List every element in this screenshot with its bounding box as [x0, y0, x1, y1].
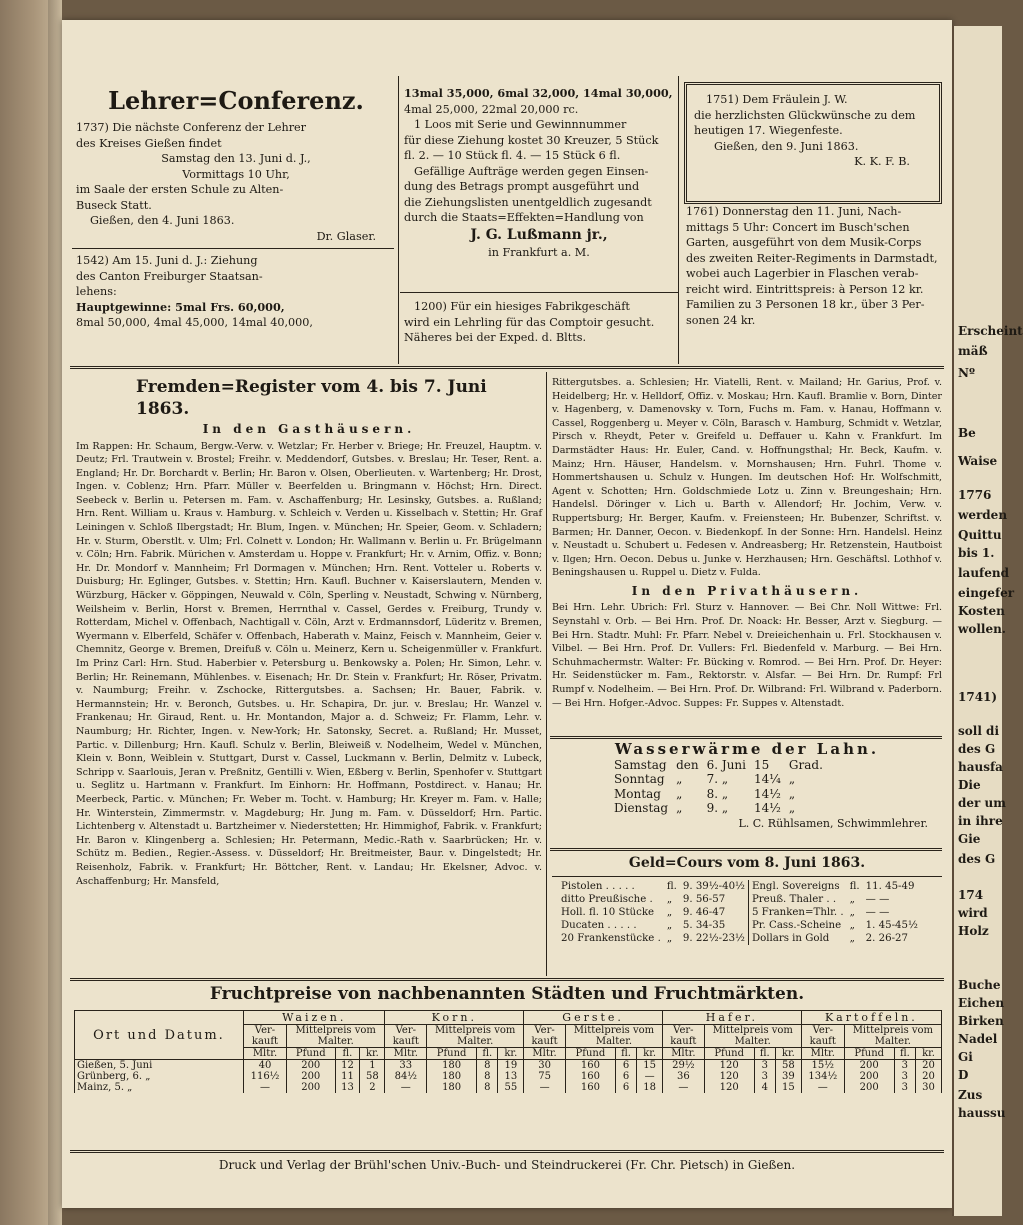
- price-cell: 18: [637, 1082, 663, 1093]
- price-cell: 55: [498, 1082, 524, 1093]
- concert-line-1: 1761) Donnerstag den 11. Juni, Nach-: [686, 205, 902, 218]
- wasser-day: Samstag: [614, 757, 667, 772]
- geld-cell: „: [849, 933, 855, 944]
- glueckwunsch-line-5: K. K. F. B.: [854, 155, 910, 168]
- lotterie-line-2: des Canton Freiburger Staatsan-: [76, 269, 263, 283]
- price-cell: 160: [565, 1082, 615, 1093]
- concert-line-6: reicht wird. Eintrittspreis: à Person 12 kr.: [686, 282, 924, 296]
- price-cell: —: [244, 1082, 287, 1093]
- adjacent-page-fragment: Birken: [958, 1014, 1004, 1028]
- geld-table: [558, 880, 921, 945]
- geld-cell: Holl. fl. 10 Stücke: [561, 907, 655, 918]
- wasser-section: [552, 742, 942, 831]
- geld-cell: 11. 45-49: [865, 881, 915, 892]
- price-cell: 19: [498, 1060, 524, 1072]
- adjacent-page-fragment: 1776: [958, 488, 992, 502]
- lehrer-title: Lehrer=Conferenz.: [108, 86, 364, 115]
- adjacent-page-fragment: wird: [958, 906, 988, 920]
- section-rule: [550, 736, 942, 739]
- price-cell: 20: [916, 1071, 942, 1082]
- divider: [400, 292, 678, 293]
- column-rule: [678, 76, 679, 364]
- geld-cell: „: [849, 920, 855, 931]
- geld-cell: Ducaten . . . . .: [561, 920, 637, 931]
- geld-cell: 2. 26-27: [865, 933, 908, 944]
- concert-notice: [686, 204, 942, 328]
- geld-title: Geld=Cours vom 8. Juni 1863.: [628, 855, 866, 871]
- price-cell: 75: [524, 1071, 566, 1082]
- price-cell: 15½: [801, 1060, 844, 1072]
- lotterie-line-1: 1542) Am 15. Juni d. J.: Ziehung: [76, 254, 258, 267]
- register-private-text: Bei Hrn. Lehr. Ubrich: Frl. Sturz v. Hannover. — Bei Chr. Noll Wittwe: Frl. Seynstahl v. Orb. — Bei Hrn. Prof. Dr. Noack: Hr. Besser, Arzt v. Siegburg. — Bei Hrn. Stadtr. Muhl: Fr. Pfarr. Nebel v. Dreieichenhain u. Frl. Stockhausen v. Vilbel. — Bei Hrn. Prof. Dr. Vullers: Frl. Biedenfeld v. Marburg. — Bei Hrn. Schuhmachermstr. Walter: Fr. Bücking v. Romrod. — Bei Hrn. Prof. Dr. Heyer: Hr. Seidenstücker m. Fam., Rektorstr. v. Alsfar. — Bei Hrn. Dr. Rumpf: Frl Rumpf v. Nodelheim. — Bei Hrn. Prof. Dr. Wilbrand: Frl. Wilbrand v. Paderborn. — Bei Hrn. Hofger.-Advoc. Suppes: Fr. Suppes v. Altenstadt.: [552, 602, 942, 709]
- price-cell: 8: [477, 1082, 498, 1093]
- lotterie2-place: in Frankfurt a. M.: [488, 245, 590, 259]
- concert-line-3: Garten, ausgeführt von dem Musik-Corps: [686, 236, 922, 249]
- geld-cell: 9. 22½-23½: [680, 932, 749, 945]
- price-cell: 36: [663, 1071, 705, 1082]
- unit-header: Mltr.: [524, 1048, 566, 1060]
- lotterie-notice: [76, 253, 396, 331]
- price-cell: 180: [427, 1071, 477, 1082]
- frucht-body: [75, 1060, 942, 1094]
- price-cell: 6: [615, 1060, 636, 1072]
- wasser-row: [610, 801, 827, 816]
- frucht-table: [74, 1010, 942, 1093]
- geld-row: [558, 932, 921, 945]
- wasser-table: [610, 758, 827, 816]
- unit-header: fl.: [615, 1048, 636, 1060]
- wasser-unit: Grad.: [788, 757, 823, 772]
- adjacent-page-fragment: werden: [958, 508, 1008, 522]
- mittelpreis-header: Mittelpreis vom Malter.: [286, 1025, 384, 1048]
- price-cell: 3: [894, 1082, 915, 1093]
- geld-cell: fl.: [849, 881, 860, 892]
- adjacent-page-fragment: Nº: [958, 366, 975, 380]
- unit-header: Pfund: [286, 1048, 335, 1060]
- price-cell: 39: [776, 1071, 802, 1082]
- wasser-unit: „: [788, 801, 796, 815]
- price-cell: 180: [427, 1082, 477, 1093]
- lehrling-notice: [404, 299, 674, 346]
- glueckwunsch-line-3: heutigen 17. Wiegenfeste.: [694, 124, 843, 137]
- unit-header: kr.: [776, 1048, 802, 1060]
- verkauft-header: Ver-kauft: [524, 1025, 566, 1048]
- frucht-row: [75, 1071, 942, 1082]
- register-right-text: Rittergutsbes. a. Schlesien; Hr. Viatelli, Rent. v. Mailand; Hr. Garius, Prof. v. Heidelberg; Hr. v. Helldorf, Offiz. v. Moskau; Hrn. Kaufl. Bramlie v. Born, Dinter v. Hagenberg, v. Damenovsky v. Torn, Fuchs m. Fam. v. Hanau, Hoffmann v. Cassel, Roggenberg u. Meyer v. Cöln, Barasch v. Hamburg, Schmidt v. Wetzlar, Pirsch v. Rheydt, Peter v. Greifeld u. Deffauer u. Kahn v. Frankfurt. Im Darmstädter Haus: Hr. Euler, Cand. v. Hoffnungsthal; Hr. Beck, Kaufm. v. Mainz; Hrn. Häuser, Handelsm. v. Mornshausen; Hrn. Fuhrl. Thome v. Hommertshausen u. Schulz v. Hungen. Im deutschen Hof: Hr. Wolfschmitt, Agent v. Schotten; Hrn. Goldschmiede Lotz u. Zinn v. Breungeshain; Hrn. Handelsl. Döringer v. Lich u. Barth v. Allendorf; Hr. Jochim, Verw. v. Ruppertsburg; Hr. Berger, Kaufm. v. Freiensteen; Hr. Bubenzer, Schriftst. v. Barmen; Hr. Danner, Oecon. v. Biedenkopf. In der Sonne: Hrn. Handelsl. Heinz v. Neustadt u. Schubert u. Fedesen v. Andreasberg; Hr. Retzenstein, Hautboist v. Ilgen; Hrn. Oecon. Debus u. Junke v. Herzhausen; Hrn. Geschäftsl. Lothhof v. Beningshausen u. Ruppel u. Dietz v. Fulda.: [552, 377, 942, 579]
- adjacent-page-fragment: mäß: [958, 344, 988, 358]
- concert-line-7: Familien zu 3 Personen 18 kr., über 3 Per-: [686, 298, 925, 311]
- price-cell: —: [385, 1082, 427, 1093]
- unit-header: kr.: [360, 1048, 385, 1060]
- price-cell: 120: [704, 1060, 754, 1072]
- wasser-row: [610, 758, 827, 773]
- price-cell: 30: [916, 1082, 942, 1093]
- price-cell: 200: [286, 1060, 335, 1072]
- lotterie2-line-7: dung des Betrags prompt ausgeführt und: [404, 180, 640, 193]
- mittelpreis-header: Mittelpreis vom Malter.: [844, 1025, 941, 1048]
- frucht-row: [75, 1082, 942, 1093]
- frucht-title: Fruchtpreise von nachbenannten Städten und Fruchtmärkten.: [209, 984, 805, 1004]
- adjacent-page-fragment: hausfa: [958, 760, 1003, 774]
- adjacent-page-fragment: bis 1.: [958, 546, 995, 560]
- price-cell: 13: [335, 1082, 360, 1093]
- geld-cell: „: [666, 920, 673, 931]
- price-cell: 200: [844, 1082, 894, 1093]
- price-cell: —: [524, 1082, 566, 1093]
- price-cell: 33: [385, 1060, 427, 1072]
- wasser-den: den: [676, 757, 699, 772]
- mittelpreis-header: Mittelpreis vom Malter.: [427, 1025, 524, 1048]
- lotterie-line-4: Hauptgewinne: 5mal Frs. 60,000,: [76, 299, 285, 314]
- wasser-date: 7. „: [706, 772, 729, 786]
- book-spine: [0, 0, 62, 1225]
- adjacent-page-fragment: Holz: [958, 924, 989, 938]
- wasser-date: 9. „: [706, 801, 729, 815]
- wasser-row: [610, 787, 827, 802]
- adjacent-page-fragment: wollen.: [958, 622, 1006, 636]
- unit-header: Pfund: [704, 1048, 754, 1060]
- unit-header: fl.: [754, 1048, 775, 1060]
- wasser-den: „: [676, 801, 683, 815]
- price-cell: 2: [360, 1082, 385, 1093]
- column-rule: [546, 372, 547, 976]
- geld-cell: 9. 39½-40½: [680, 880, 749, 893]
- price-cell: 11: [335, 1071, 360, 1082]
- price-cell: 180: [427, 1060, 477, 1072]
- wasser-date: 8. „: [706, 786, 729, 801]
- price-cell: 200: [286, 1071, 335, 1082]
- unit-header: kr.: [498, 1048, 524, 1060]
- frucht-row: [75, 1060, 942, 1072]
- verkauft-header: Ver-kauft: [801, 1025, 844, 1048]
- divider: [72, 248, 394, 249]
- register-title: Fremden=Register vom 4. bis 7. Juni 1863.: [136, 377, 487, 419]
- price-cell: 84½: [385, 1071, 427, 1082]
- register-sub1: In den Gasthäusern.: [202, 422, 416, 436]
- geld-cell: Engl. Sovereigns: [751, 881, 840, 892]
- lehrer-line-5: im Saale der ersten Schule zu Alten-: [76, 183, 284, 196]
- grain-header: Korn.: [385, 1011, 524, 1025]
- glueckwunsch-line-1: 1751) Dem Fräulein J. W.: [706, 93, 848, 106]
- mittelpreis-header: Mittelpreis vom Malter.: [704, 1025, 801, 1048]
- adjacent-page-fragment: Zus: [958, 1088, 983, 1102]
- price-cell: 3: [894, 1071, 915, 1082]
- glueckwunsch-notice: [694, 92, 930, 170]
- adjacent-page-fragment: Gi: [958, 1050, 973, 1064]
- lotterie2-line-3: 1 Loos mit Serie und Gewinnnummer: [414, 118, 627, 131]
- adjacent-page-fragment: haussu: [958, 1106, 1006, 1120]
- geld-row: [558, 880, 921, 893]
- unit-header: fl.: [335, 1048, 360, 1060]
- frucht-header-row: [75, 1011, 942, 1025]
- geld-row: [558, 906, 921, 919]
- price-cell: 13: [498, 1071, 524, 1082]
- adjacent-page-fragment: Die: [958, 778, 981, 792]
- geld-cell: 5. 34-35: [680, 919, 749, 932]
- verkauft-header: Ver-kauft: [244, 1025, 287, 1048]
- wasser-unit: „: [788, 786, 796, 801]
- adjacent-page-fragment: Nadel: [958, 1032, 998, 1046]
- lotterie-line-5: 8mal 50,000, 4mal 45,000, 14mal 40,000,: [76, 316, 313, 329]
- grain-header: Waizen.: [244, 1011, 385, 1025]
- wasser-temp: 14¼: [754, 772, 781, 786]
- lehrling-line-1: 1200) Für ein hiesiges Fabrikgeschäft: [414, 300, 630, 313]
- unit-header: Pfund: [844, 1048, 894, 1060]
- adjacent-page-fragment: Eichen: [958, 996, 1005, 1010]
- price-cell: 3: [894, 1060, 915, 1072]
- grain-header: Kartoffeln.: [801, 1011, 941, 1025]
- price-cell: —: [663, 1082, 705, 1093]
- wasser-title: Wasserwärme der Lahn.: [614, 740, 880, 758]
- register-left: [76, 376, 542, 888]
- price-cell: —: [637, 1071, 663, 1082]
- adjacent-page-fragment: des G: [958, 852, 996, 866]
- wasser-date: 6. Juni: [706, 757, 746, 772]
- geld-row: [558, 919, 921, 932]
- section-rule: [70, 366, 944, 369]
- unit-header: Pfund: [427, 1048, 477, 1060]
- glueckwunsch-line-4: Gießen, den 9. Juni 1863.: [714, 139, 859, 153]
- lehrling-line-2: wird ein Lehrling für das Comptoir gesucht.: [404, 315, 655, 329]
- lehrer-line-3: Samstag den 13. Juni d. J.,: [161, 152, 311, 165]
- wasser-signature: L. C. Rühlsamen, Schwimmlehrer.: [738, 816, 928, 830]
- price-cell: 134½: [801, 1071, 844, 1082]
- lehrer-notice: [76, 86, 396, 244]
- price-cell: 200: [844, 1071, 894, 1082]
- adjacent-page-fragment: Waise: [958, 454, 998, 468]
- geld-cell: Preuß. Thaler . .: [751, 894, 837, 905]
- adjacent-page-fragment: 1741): [958, 690, 998, 704]
- grain-header: Gerste.: [524, 1011, 663, 1025]
- register-right: [552, 376, 942, 710]
- wasser-temp: 15: [754, 757, 770, 772]
- adjacent-page-fragment: Buche: [958, 978, 1001, 992]
- geld-cell: „: [666, 933, 673, 944]
- geld-cell: 20 Frankenstücke .: [561, 933, 661, 944]
- geld-cell: — —: [865, 907, 890, 918]
- unit-header: fl.: [477, 1048, 498, 1060]
- price-cell: 120: [704, 1082, 754, 1093]
- unit-header: Pfund: [565, 1048, 615, 1060]
- price-cell: 40: [244, 1060, 287, 1072]
- wasser-den: „: [676, 786, 683, 801]
- wasser-den: „: [676, 772, 683, 786]
- lehrer-line-6: Buseck Statt.: [76, 198, 152, 212]
- unit-header: fl.: [894, 1048, 915, 1060]
- geld-cell: Dollars in Gold: [751, 933, 830, 944]
- price-cell: 160: [565, 1071, 615, 1082]
- unit-header: kr.: [637, 1048, 663, 1060]
- adjacent-page-fragment: D: [958, 1068, 969, 1082]
- column-rule: [398, 76, 399, 364]
- footer-imprint: Druck und Verlag der Brühl'schen Univ.-Buch- und Steindruckerei (Fr. Chr. Pietsch) in Gießen.: [218, 1158, 796, 1172]
- price-cell: 58: [360, 1071, 385, 1082]
- adjacent-page-fragment: Be: [958, 426, 976, 440]
- lehrer-line-7: Gießen, den 4. Juni 1863.: [90, 214, 235, 227]
- lotterie-line-3: lehens:: [76, 285, 117, 298]
- adjacent-page-edge: [952, 26, 1023, 1216]
- lotterie2-line-1: 13mal 35,000, 6mal 32,000, 14mal 30,000,: [404, 86, 673, 100]
- geld-cell: „: [849, 894, 855, 905]
- unit-header: Mltr.: [385, 1048, 427, 1060]
- price-cell: 8: [477, 1060, 498, 1072]
- price-cell: 200: [286, 1082, 335, 1093]
- section-rule: [550, 848, 942, 851]
- price-cell: 200: [844, 1060, 894, 1072]
- section-rule: [70, 978, 944, 981]
- price-cell: 15: [776, 1082, 802, 1093]
- price-cell: 116½: [244, 1071, 287, 1082]
- geld-cell: fl.: [666, 881, 677, 892]
- unit-header: Mltr.: [801, 1048, 844, 1060]
- ort-cell: Mainz, 5. „: [75, 1082, 244, 1093]
- geld-cell: Pr. Cass.-Scheine: [751, 920, 842, 931]
- unit-header: Mltr.: [244, 1048, 287, 1060]
- ort-header: Ort und Datum.: [75, 1011, 244, 1060]
- adjacent-page-fragment: soll di: [958, 724, 1000, 738]
- price-cell: 6: [615, 1071, 636, 1082]
- newspaper-page: [62, 20, 952, 1208]
- lotterie2-line-6: Gefällige Aufträge werden gegen Einsen-: [414, 164, 649, 178]
- geld-row: [558, 893, 921, 906]
- divider: [552, 876, 942, 877]
- price-cell: 4: [754, 1082, 775, 1093]
- lotterie2-line-2: 4mal 25,000, 22mal 20,000 rc.: [404, 102, 579, 116]
- adjacent-page-fragment: Kosten: [958, 604, 1005, 618]
- concert-line-5: wobei auch Lagerbier in Flaschen verab-: [686, 267, 919, 280]
- price-cell: 6: [615, 1082, 636, 1093]
- unit-header: Mltr.: [663, 1048, 705, 1060]
- price-cell: 29½: [663, 1060, 705, 1072]
- price-cell: 15: [637, 1060, 663, 1072]
- price-cell: 8: [477, 1071, 498, 1082]
- adjacent-page-fragment: 174: [958, 888, 984, 902]
- concert-line-2: mittags 5 Uhr: Concert im Busch'schen: [686, 220, 910, 234]
- price-cell: 3: [754, 1071, 775, 1082]
- geld-cell: — —: [865, 894, 890, 905]
- ort-cell: Gießen, 5. Juni: [75, 1060, 244, 1072]
- geld-cell: 9. 46-47: [680, 906, 749, 919]
- wasser-row: [610, 772, 827, 787]
- price-cell: —: [801, 1082, 844, 1093]
- concert-line-8: sonen 24 kr.: [686, 313, 756, 327]
- register-sub2: In den Privathäusern.: [631, 583, 863, 598]
- adjacent-page-fragment: Quittu: [958, 528, 1002, 542]
- wasser-day: Dienstag: [614, 801, 669, 815]
- register-left-text: Im Rappen: Hr. Schaum, Bergw.-Verw. v. Wetzlar; Fr. Herber v. Briege; Hr. Freuzel, Hauptm. v. Deutz; Frl. Trautwein v. Brostel; Freihr. v. Meddendorf, Gutsbes. v. Breslau; Hr. Teser, Rent. a. England; Hr. Dr. Borchardt v. Berlin; Hr. Baron v. Olsen, Oberlieuten. v. Wartenberg; Hr. Drost, Ingen. v. Coblenz; Hrn. Pfarr. Müller v. Beerfelden u. Bringmann v. Höchst; Hrn. Direct. Seebeck v. Berlin u. Petersen m. Fam. v. Aschaffenburg; Hr. Lesinsky, Gutsbes. a. Rußland; Hrn. Rent. William u. Kraus v. Hamburg. v. Schleich v. Verden u. Kisselbach v. Stettin; Hr. Graf Leiningen v. Schloß Ilbergstadt; Hr. Blum, Ingen. v. München; Hr. Speier, Geom. v. Schladern; Hr. v. Sturm, Oberstlt. v. Ulm; Frl. Colnett v. London; Hr. Wallmann v. Berlin u. Fr. Brügelmann v. Cöln; Hrn. Fabrik. Mürichen v. Amsterdam u. Hoppe v. Frankfurt; Hr. v. Arnim, Offiz. v. Bonn; Hr. Dr. Mondorf v. Mannheim; Frl Dormagen v. München; Hrn. Rent. Votteler u. Roberts v. Duisburg; Hr. Eglinger, Gutsbes. v. Stettin; Hrn. Kaufl. Buchner v. Kaiserslautern, Menden v. Würzburg, Häcker v. Göppingen, Neuwald v. Cöln, Sperling v. Neustadt, Schwing v. Nürnberg, Weilsheim v. Berlin, Horst v. Bremen, Herrnthal v. Cassel, Gerdes v. Freiburg, Trundy v. Rotterdam, Michel v. Offenbach, Nachtigall v. Cöln, Arzt v. Erdmannsdorf, Lüderitz v. Bremen, Wyermann v. Elberfeld, Schäfer v. Offenbach, Haberath v. Mainz, Feisch v. Mannheim, Geier v. Chemnitz, George v. Bremen, Dreifuß v. Cöln u. Meinerz, Kern u. Scheigenmüller v. Frankfurt. Im Prinz Carl: Hrn. Stud. Haberbier v. Petersburg u. Benkowsky a. Polen; Hr. Simon, Lehr. v. Berlin; Hr. Reinemann, Mühlenbes. v. Eisenach; Hr. Dr. Stein v. Frankfurt; Hr. Röser, Privatm. v. Naumburg; Freihr. v. Zschocke, Rittergutsbes. a. Sachsen; Hr. Bauer, Fabrik. v. Hermannstein; Hr. v. Beronch, Gutsbes. u. Hr. Schapira, Dr. jur. v. Breslau; Hr. Wanzel v. Frankenau; Hr. Giraud, Rent. u. Hr. Montandon, Major a. d. Schweiz; Fr. Flamm, Lehr. v. Naumburg; Hr. Richter, Ingen. v. New-York; Hr. Satonsky, Secret. a. Rußland; Hr. Musset, Partic. v. Dillenburg; Hrn. Kaufl. Schulz v. Berlin, Bleiweiß v. Nodelheim, Wedel v. München, Klein v. Bonn, Weiblein v. Stuttgart, Durst v. Cassel, Luckmann v. Berlin, Delmitz v. Lubeck, Schripp v. Saarlouis, Jeran v. Preßnitz, Gentilli v. Wien, Eßberg v. Berlin, Spenhofer v. Stuttgart u. Seglitz u. Hartmann v. Frankfurt. Im Einhorn: Hr. Hoffmann, Postdirect. v. Hanau; Hr. Meerbeck, Partic. v. München; Fr. Weber m. Tocht. v. Hamburg; Hr. Kreyer m. Fam. v. Halle; Hr. Winterstein, Zimmermstr. v. Magdeburg; Hr. Jung m. Fam. v. Düsseldorf; Hrn. Partic. Lichtenberg v. Altenstadt u. Bartzheimer v. Niederstetten; Hr. Himmighof, Fabrik. v. Frankfurt; Hr. Baron v. Klingenberg a. Schlesien; Hr. Petermann, Medic.-Rath v. Saarbrücken; Hr. v. Schütz m. Bedien., Regier.-Assess. v. Düsseldorf; Hr. Breitmeister, Baur. v. Dingelstedt; Hr. Reisenholz, Fabrik. v. Frankfurt; Hr. Böttcher, Rent. v. Landau; Hr. Ekelsner, Advoc. v. Aschaffenburg; Hr. Mansfeld,: [76, 440, 542, 887]
- geld-cell: Pistolen . . . . .: [561, 881, 635, 892]
- wasser-unit: „: [788, 772, 796, 786]
- geld-section: [552, 854, 942, 945]
- lotterie2-line-8: die Ziehungslisten unentgeldlich zugesandt: [404, 195, 652, 209]
- geld-cell: „: [849, 907, 855, 918]
- geld-cell: „: [666, 907, 673, 918]
- adjacent-page-fragment: laufend: [958, 566, 1009, 580]
- price-cell: 3: [754, 1060, 775, 1072]
- grain-header: Hafer.: [663, 1011, 802, 1025]
- lotterie-continued: [404, 86, 674, 260]
- mittelpreis-header: Mittelpreis vom Malter.: [565, 1025, 662, 1048]
- adjacent-page-fragment: der um: [958, 796, 1006, 810]
- price-cell: 160: [565, 1060, 615, 1072]
- price-cell: 12: [335, 1060, 360, 1072]
- lehrer-line-4: Vormittags 10 Uhr,: [182, 167, 290, 181]
- section-rule: [70, 1150, 944, 1153]
- adjacent-page-fragment: des G: [958, 742, 996, 756]
- geld-cell: ditto Preußische .: [561, 894, 653, 905]
- geld-cell: 5 Franken=Thlr. .: [751, 907, 844, 918]
- wasser-temp: 14½: [754, 786, 781, 801]
- geld-cell: 9. 56-57: [680, 893, 749, 906]
- geld-cell: „: [666, 894, 673, 905]
- ort-cell: Grünberg, 6. „: [75, 1071, 244, 1082]
- glueckwunsch-line-2: die herzlichsten Glückwünsche zu dem: [694, 108, 916, 122]
- lehrer-line-2: des Kreises Gießen findet: [76, 136, 222, 150]
- lehrling-line-3: Näheres bei der Exped. d. Bltts.: [404, 331, 587, 344]
- adjacent-page-fragment: eingefer: [958, 586, 1015, 600]
- unit-header: kr.: [916, 1048, 942, 1060]
- lotterie2-line-9: durch die Staats=Effekten=Handlung von: [404, 211, 644, 224]
- price-cell: 30: [524, 1060, 566, 1072]
- adjacent-page-fragment: Erscheint: [958, 324, 1023, 338]
- adjacent-page-fragment: in ihre: [958, 814, 1003, 828]
- wasser-day: Montag: [614, 786, 661, 801]
- lotterie2-firm: J. G. Lußmann jr.,: [470, 226, 608, 243]
- lotterie2-line-4: für diese Ziehung kostet 30 Kreuzer, 5 Stück: [404, 133, 659, 147]
- wasser-temp: 14½: [754, 801, 781, 815]
- lehrer-signature: Dr. Glaser.: [316, 229, 376, 243]
- concert-line-4: des zweiten Reiter-Regiments in Darmstadt,: [686, 251, 938, 265]
- adjacent-page-fragment: Gie: [958, 832, 981, 846]
- geld-cell: 1. 45-45½: [865, 920, 918, 931]
- price-cell: 1: [360, 1060, 385, 1072]
- lotterie2-line-5: fl. 2. — 10 Stück fl. 4. — 15 Stück 6 fl.: [404, 149, 621, 162]
- verkauft-header: Ver-kauft: [663, 1025, 705, 1048]
- wasser-day: Sonntag: [614, 772, 665, 786]
- lehrer-line-1: 1737) Die nächste Conferenz der Lehrer: [76, 121, 307, 134]
- price-cell: 58: [776, 1060, 802, 1072]
- price-cell: 20: [916, 1060, 942, 1072]
- verkauft-header: Ver-kauft: [385, 1025, 427, 1048]
- price-cell: 120: [704, 1071, 754, 1082]
